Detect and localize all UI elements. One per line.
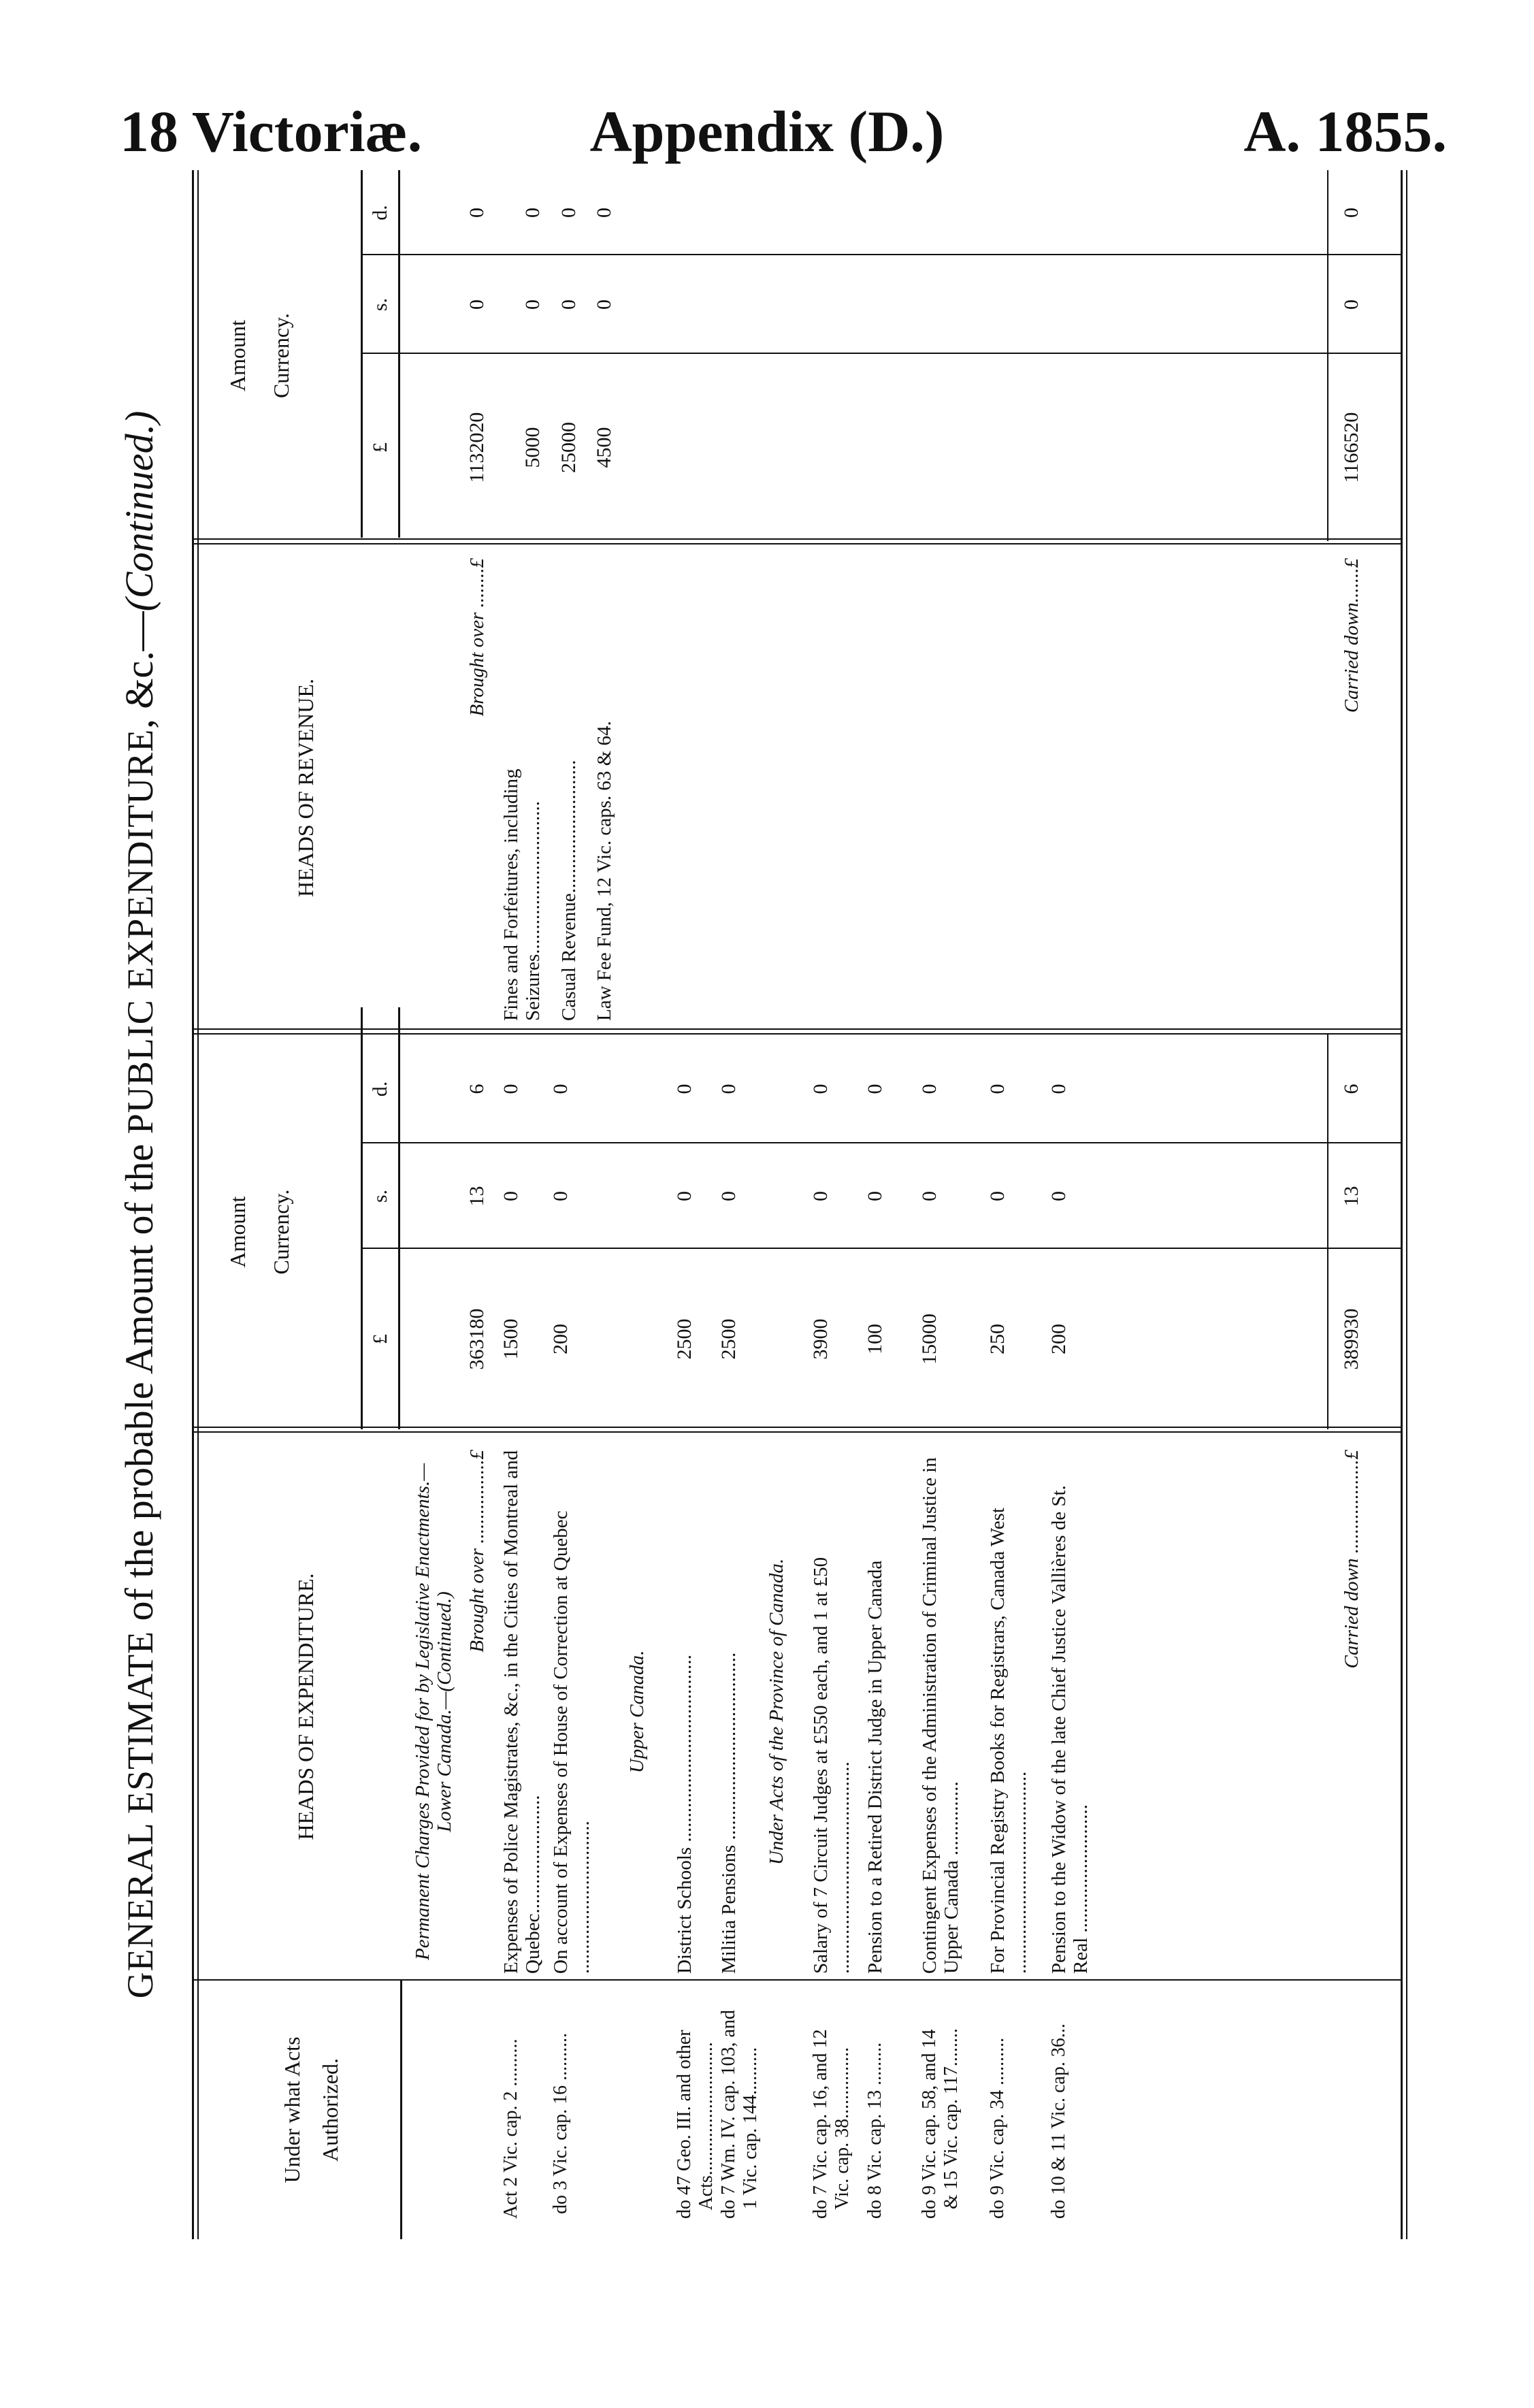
header-amount-rev-line2: Currency. (269, 313, 293, 398)
carried-down-pence: 6 (1340, 1084, 1362, 1094)
rule-amount-head (361, 1007, 363, 1429)
authorizing-act: do 47 Geo. III. and other Acts............................ (674, 2030, 717, 2219)
carried-down-shillings: 13 (1340, 1186, 1362, 1207)
unit-pounds-exp: £ (369, 1334, 391, 1344)
authorizing-act: do 3 Vic. cap. 16 .......... (550, 2032, 571, 2219)
header-appendix: Appendix (D.) (589, 99, 945, 164)
header-amount-exp-line2: Currency. (269, 1189, 293, 1275)
header-authorized-line1: Under what Acts (280, 2036, 304, 2183)
amount-shillings: 0 (1047, 1191, 1070, 1201)
expenditure-head: Expenses of Police Magistrates, &c., in the Cities of Montreal and Quebec........................ (500, 1450, 544, 1974)
authorizing-act: do 7 Wm. IV. cap. 103, and 1 Vic. cap. 144.......... (718, 2010, 761, 2219)
revenue-amount-shillings: 0 (557, 299, 580, 310)
revenue-head: Casual Revenue........................... (558, 760, 580, 1021)
expenditure-head: For Provincial Registry Books for Registrars, Canada West ......................................... (987, 1508, 1030, 1974)
expenditure-head: Salary of 7 Circuit Judges at £550 each, and 1 at £50 ........................................... (810, 1557, 853, 1974)
revenue-amount-pence: 0 (521, 208, 544, 218)
revenue-amount-pence: 0 (557, 208, 580, 218)
amount-pounds: 200 (549, 1324, 572, 1354)
table-title (109, 170, 170, 2239)
authorizing-act: do 9 Vic. cap. 58, and 14 & 15 Vic. cap. 117........ (919, 2028, 962, 2219)
title-part-5: (Continued.) (117, 410, 161, 612)
amount-pence: 0 (864, 1084, 886, 1094)
unit-shillings-rev: s. (369, 297, 391, 312)
carried-down-exp: Carried down ...................£ (1341, 1450, 1362, 1669)
brought-over-rev: Brought over ........£ (466, 558, 488, 717)
expenditure-head: Pension to a Retired District Judge in Upper Canada (864, 1560, 886, 1974)
amount-pounds: 1500 (500, 1318, 522, 1360)
col-divider-5 (194, 1028, 1402, 1035)
revenue-amount-shillings: 0 (521, 299, 544, 310)
amount-pence: 0 (1047, 1084, 1070, 1094)
expenditure-head: Militia Pensions ...................................... (718, 1652, 740, 1974)
header-revenue: HEADS OF REVENUE. (293, 679, 318, 897)
header-amount-rev-line1: Amount (225, 320, 250, 391)
header-authorized (279, 1981, 343, 2239)
brought-over-pence: 6 (466, 1084, 488, 1094)
brought-over-pounds: 363180 (466, 1308, 488, 1370)
header-authorized-line2: Authorized. (318, 2058, 342, 2162)
col-divider-1 (194, 1979, 1402, 1981)
amount-shillings: 0 (864, 1191, 886, 1201)
estimate-table (109, 170, 1437, 2239)
unit-pence-exp: d. (369, 1081, 391, 1097)
subheading: Upper Canada. (626, 1650, 648, 1774)
carried-down-rev: Carried down.......£ (1341, 558, 1362, 713)
col-divider-7 (361, 353, 1402, 354)
amount-pence: 0 (717, 1084, 740, 1094)
amount-pounds: 100 (864, 1324, 886, 1354)
amount-pence: 0 (500, 1084, 522, 1094)
revenue-amount-pounds: 4500 (593, 427, 615, 468)
col-divider-8 (361, 254, 1402, 255)
authorizing-act: do 10 & 11 Vic. cap. 36... (1048, 2023, 1069, 2219)
header-amount-rev (225, 170, 294, 541)
total-rule-rev (1327, 170, 1328, 541)
rev-carried-down-shillings: 0 (1340, 299, 1362, 310)
expenditure-head: Pension to the Widow of the late Chief Justice Vallières de St. Real .......................... (1048, 1485, 1092, 1974)
total-rule-exp (1327, 1035, 1328, 1429)
rev-brought-over-shillings: 0 (466, 299, 488, 310)
title-part-2: of the probable Amount of the (117, 1143, 161, 1621)
revenue-amount-pounds: 5000 (521, 427, 544, 468)
amount-shillings: 0 (809, 1191, 832, 1201)
section-heading: Permanent Charges Provided for by Legislative Enactments.—Lower Canada.—(Continued.) (412, 1463, 455, 1960)
header-year: A. 1855. (1243, 99, 1447, 164)
authorizing-act: Act 2 Vic. cap. 2 .......... (500, 2038, 521, 2219)
title-part-1: GENERAL ESTIMATE (120, 1630, 161, 1999)
rule-bottom (1401, 170, 1407, 2239)
amount-pounds: 15000 (918, 1314, 941, 1365)
carried-down-pounds: 389930 (1340, 1308, 1362, 1370)
rule-amount-head-2 (361, 170, 363, 538)
amount-pence: 0 (986, 1084, 1009, 1094)
amount-pounds: 250 (986, 1324, 1009, 1354)
subheading: Under Acts of the Province of Canada. (766, 1558, 787, 1866)
revenue-amount-pence: 0 (593, 208, 615, 218)
revenue-head: Law Fee Fund, 12 Vic. caps. 63 & 64. (593, 721, 615, 1021)
revenue-amount-pounds: 25000 (557, 422, 580, 473)
authorizing-act: do 7 Vic. cap. 16, and 12 Vic. cap. 38............... (810, 2029, 853, 2219)
amount-shillings: 0 (673, 1191, 696, 1201)
expenditure-head: District Schools ...................................... (674, 1655, 696, 1974)
rev-carried-down-pence: 0 (1340, 208, 1362, 218)
rule-units (398, 1007, 400, 1429)
title-part-4: , &c.— (117, 611, 161, 729)
amount-pounds: 2500 (717, 1318, 740, 1360)
amount-shillings: 0 (549, 1191, 572, 1201)
unit-shillings-exp: s. (369, 1189, 391, 1203)
amount-pounds: 3900 (809, 1318, 832, 1360)
header-amount-exp-line1: Amount (225, 1196, 250, 1268)
expenditure-head: On account of Expenses of House of Correction at Quebec ............................... (550, 1510, 593, 1974)
expenditure-head: Contingent Expenses of the Administration of Criminal Justice in Upper Canada ............... (919, 1457, 962, 1974)
amount-shillings: 0 (986, 1191, 1009, 1201)
amount-pence: 0 (549, 1084, 572, 1094)
unit-pence-rev: d. (369, 205, 391, 221)
rev-brought-over-pence: 0 (466, 208, 488, 218)
title-part-3: PUBLIC EXPENDITURE (120, 728, 161, 1135)
revenue-amount-shillings: 0 (593, 299, 615, 310)
rev-brought-over-pounds: 1132020 (466, 412, 488, 483)
rule-top (192, 170, 199, 2239)
brought-over-shillings: 13 (466, 1186, 488, 1207)
brought-over-exp: Brought over .................£ (466, 1450, 488, 1653)
amount-pounds: 200 (1047, 1324, 1070, 1354)
unit-pounds-rev: £ (369, 442, 391, 453)
amount-pence: 0 (918, 1084, 941, 1094)
header-session: 18 Victoriæ. (120, 99, 423, 164)
amount-pence: 0 (809, 1084, 832, 1094)
header-amount-exp (225, 1035, 294, 1429)
amount-pounds: 2500 (673, 1318, 696, 1360)
authorizing-act: do 9 Vic. cap. 34 .......... (987, 2037, 1008, 2219)
amount-pence: 0 (673, 1084, 696, 1094)
rule-units-2 (398, 170, 400, 538)
header-expenditure: HEADS OF EXPENDITURE. (293, 1573, 318, 1840)
rule-authorized (400, 1981, 402, 2239)
amount-shillings: 0 (717, 1191, 740, 1201)
rev-carried-down-pounds: 1166520 (1340, 412, 1362, 483)
authorizing-act: do 8 Vic. cap. 13 ......... (864, 2042, 885, 2219)
amount-shillings: 0 (918, 1191, 941, 1201)
amount-shillings: 0 (500, 1191, 522, 1201)
revenue-head: Fines and Forfeitures, including Seizures............................... (500, 768, 544, 1021)
